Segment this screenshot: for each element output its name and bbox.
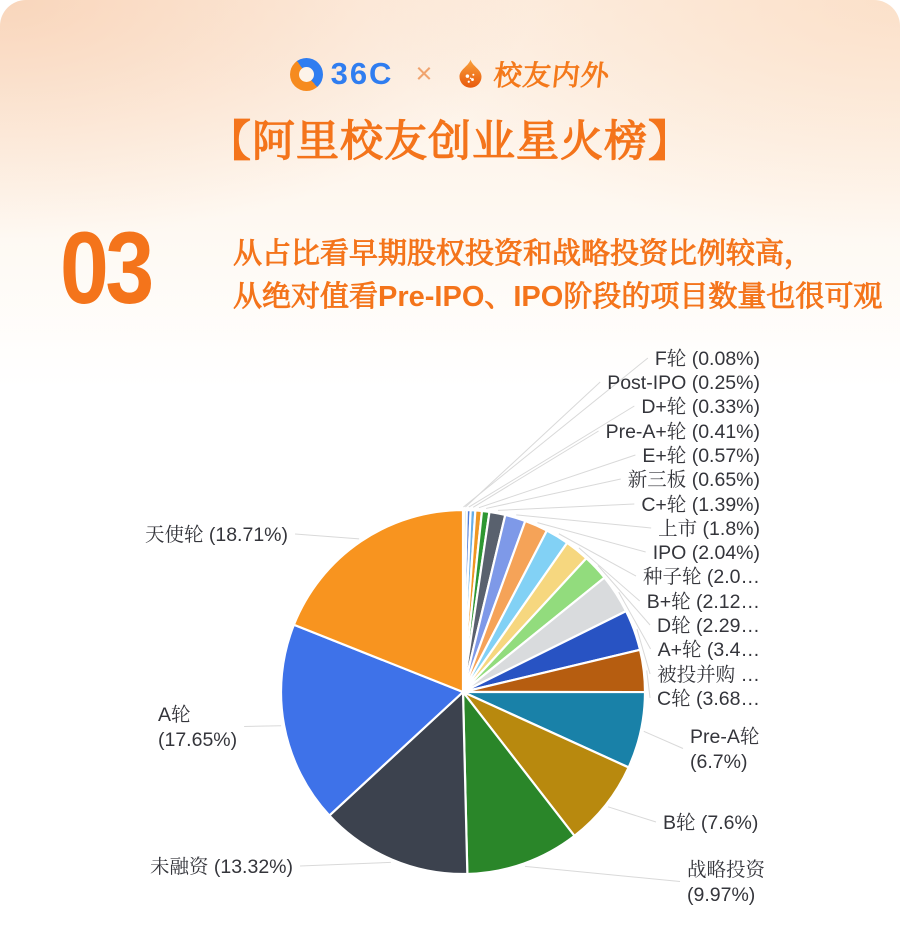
slice-label: A轮 — [158, 704, 191, 726]
leader-line — [498, 504, 634, 510]
slice-label: C轮 (3.68… — [657, 688, 760, 710]
slice-label: B轮 (7.6%) — [663, 812, 759, 834]
slice-label: D+轮 (0.33%) — [641, 396, 760, 418]
slice-label: C+轮 (1.39%) — [641, 494, 760, 516]
alumni-logo-text: 校友内外 — [492, 60, 612, 91]
slice-label: Pre-A轮 — [690, 726, 760, 748]
slice-label: Pre-A+轮 (0.41%) — [605, 421, 760, 443]
slice-label: B+轮 (2.12… — [646, 591, 760, 613]
section-number: 03 — [60, 211, 151, 325]
36c-logo-text: 36C — [330, 56, 394, 91]
leader-line — [525, 866, 680, 881]
leader-line — [300, 862, 391, 866]
headline-line-1: 从占比看早期股权投资和战略投资比例较高， — [233, 238, 814, 270]
slice-label: (6.7%) — [690, 751, 748, 773]
slice-label: 新三板 (0.65%) — [627, 469, 760, 491]
leader-line — [608, 807, 656, 822]
leader-line — [644, 731, 683, 748]
slice-label: 天使轮 (18.71%) — [144, 524, 288, 546]
leader-line — [473, 431, 598, 507]
leader-line — [647, 670, 650, 698]
slice-label: E+轮 (0.57%) — [642, 445, 760, 467]
slice-label: (9.97%) — [687, 884, 756, 906]
leader-line — [486, 479, 621, 508]
slice-label: A+轮 (3.4… — [657, 639, 760, 661]
slice-label: IPO (2.04%) — [652, 542, 760, 564]
headline-line-2: 从绝对值看Pre-IPO、IPO阶段的项目数量也很可观 — [233, 281, 883, 313]
slice-label: F轮 (0.08%) — [654, 348, 760, 370]
slice-label: D轮 (2.29… — [657, 615, 760, 637]
collab-x-separator: × — [415, 57, 433, 90]
slice-label: 种子轮 (2.0… — [642, 566, 760, 588]
slice-label: 被投并购 … — [657, 664, 760, 686]
leader-line — [295, 534, 359, 539]
slice-label: 未融资 (13.32%) — [149, 856, 293, 878]
slice-label: 战略投资 — [687, 859, 766, 881]
slice-label: (17.65%) — [158, 729, 238, 751]
page-title: 【阿里校友创业星火榜】 — [208, 118, 692, 166]
slice-label: Post-IPO (0.25%) — [607, 372, 760, 394]
leader-line — [244, 726, 281, 727]
slice-label: 上市 (1.8%) — [658, 518, 760, 540]
